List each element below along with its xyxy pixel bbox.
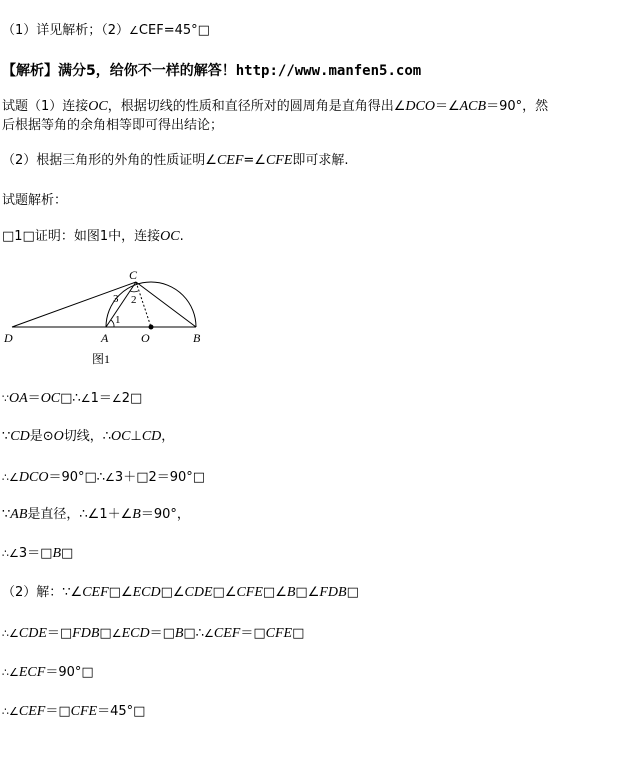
- step-1: [2, 390, 142, 408]
- text: □∠: [160, 585, 185, 600]
- angle-fdb: FDB: [319, 585, 347, 600]
- angle-label-2: 2: [131, 294, 137, 306]
- angle-ecf: ECF: [18, 665, 46, 680]
- step-5: [2, 545, 73, 563]
- segment-oc: OC: [88, 99, 108, 114]
- text: （2）根据三角形的外角的性质证明∠: [2, 153, 217, 168]
- label-b: B: [193, 331, 201, 345]
- analysis-tag: 【解析】: [2, 63, 58, 79]
- center-point-o: [149, 325, 154, 330]
- angle-b: B: [286, 585, 296, 600]
- text: □∴: [183, 626, 204, 641]
- segment-oc: OC: [111, 429, 131, 444]
- angle-cfe: CFE: [70, 704, 98, 719]
- segment-oc: OC: [40, 391, 61, 406]
- therefore-symbol: ∴: [2, 547, 9, 560]
- segment-ab: AB: [10, 507, 28, 522]
- angle-b: B: [132, 507, 141, 522]
- text: □: [61, 546, 74, 561]
- text: ＝□: [46, 626, 73, 641]
- text: □∠: [262, 585, 287, 600]
- label-a: A: [101, 331, 109, 345]
- step-2: [2, 428, 174, 446]
- text: ∵: [2, 429, 11, 444]
- text: 3＋□2＝90°□: [114, 470, 206, 485]
- segment-cd: CD: [141, 429, 162, 444]
- text: 是⊙: [29, 429, 54, 444]
- text: ＝□: [45, 704, 71, 719]
- text: 试题（1）连接: [2, 99, 89, 114]
- label-o: O: [141, 331, 150, 345]
- analysis-line-1: [2, 98, 548, 116]
- step-7: [2, 625, 304, 643]
- chord-cb: [136, 282, 196, 327]
- angle-cef: CEF: [18, 704, 46, 719]
- point-o: O: [53, 429, 64, 444]
- text: ，: [161, 429, 175, 444]
- text: □∠: [212, 585, 237, 600]
- angle-cef: CEF: [216, 153, 244, 168]
- segment-oc: OC: [160, 229, 180, 244]
- angle-b: B: [52, 546, 61, 561]
- analysis-line-2: [2, 117, 223, 135]
- angle-symbol: ∠: [9, 471, 19, 484]
- solution-title: 试题解析：: [2, 193, 68, 208]
- text: ＝90°□: [45, 665, 94, 680]
- therefore-symbol: ∴: [2, 705, 9, 718]
- step-8: [2, 664, 94, 682]
- step-4: [2, 506, 190, 524]
- text: 是直径，∴∠1＋∠: [27, 507, 133, 522]
- text: .: [179, 229, 184, 244]
- angle-cef: CEF: [82, 585, 109, 600]
- text: 后根据等角的余角相等即可得出结论；: [2, 118, 224, 133]
- therefore-symbol: ∴: [2, 471, 9, 484]
- text: 2□: [121, 391, 143, 406]
- text: ＝45°□: [97, 704, 146, 719]
- angle-symbol: ∠: [111, 392, 122, 405]
- angle-ecd: ECD: [121, 626, 150, 641]
- angle-symbol: ∠: [9, 666, 19, 679]
- answer-value: CEF=45°: [138, 23, 198, 38]
- angle-label-3: 3: [113, 293, 119, 305]
- angle-fdb: FDB: [72, 626, 100, 641]
- text: （2）解：∵∠: [2, 585, 83, 600]
- text: ⊥: [130, 429, 142, 444]
- segment-oa: OA: [9, 391, 28, 406]
- angle-cef: CEF: [213, 626, 241, 641]
- text: 即可求解.: [292, 153, 349, 168]
- angle-b: B: [174, 626, 184, 641]
- figure-caption: 图1: [92, 352, 111, 366]
- text: ＝90°□∴: [48, 470, 106, 485]
- radius-oc-dashed: [136, 282, 151, 327]
- analysis-header: [2, 62, 421, 80]
- angle-symbol: ∠: [80, 392, 91, 405]
- angle-symbol: ∠: [105, 471, 115, 484]
- label-d: D: [4, 331, 13, 345]
- angle-symbol: ∠: [203, 627, 214, 640]
- step-9: [2, 703, 145, 721]
- angle-symbol: ∠: [129, 24, 139, 37]
- angle-dco: DCO: [405, 99, 435, 114]
- text: ＝90°，然: [486, 99, 549, 114]
- angle-cde: CDE: [18, 626, 47, 641]
- text: □1□证明：如图1中，连接: [2, 229, 161, 244]
- text: ＝: [27, 391, 41, 406]
- segment-cd: CD: [10, 429, 30, 444]
- text: ＝□: [149, 626, 175, 641]
- answer-line: [2, 22, 210, 40]
- figure-1: [0, 265, 230, 375]
- angle-symbol: ∠: [111, 627, 122, 640]
- text: □∴: [60, 391, 81, 406]
- because-symbol: ∵: [2, 392, 9, 405]
- angle-arc-2: [130, 291, 138, 292]
- angle-symbol: ∠: [9, 627, 19, 640]
- text: □∠: [295, 585, 320, 600]
- text: □: [346, 585, 359, 600]
- text: 切线，∴: [63, 429, 112, 444]
- angle-arc-1: [111, 320, 114, 327]
- angle-label-1: 1: [115, 314, 121, 326]
- text: □: [99, 626, 112, 641]
- text: ∵: [2, 507, 11, 522]
- slogan: 满分5，给你不一样的解答！: [58, 63, 236, 79]
- text: ＝∠: [434, 99, 460, 114]
- angle-acb: ACB: [459, 99, 487, 114]
- angle-cde: CDE: [184, 585, 213, 600]
- label-c: C: [129, 268, 138, 282]
- text: =∠: [243, 153, 266, 168]
- angle-cfe: CFE: [265, 626, 293, 641]
- therefore-symbol: ∴: [2, 666, 9, 679]
- text: □∠: [108, 585, 133, 600]
- angle-symbol: ∠: [9, 705, 19, 718]
- text: 1＝: [90, 391, 112, 406]
- answer-prefix: （1）详见解析；（2）: [2, 23, 130, 38]
- angle-cfe: CFE: [236, 585, 263, 600]
- text: ＝□: [240, 626, 266, 641]
- text: ，根据切线的性质和直径所对的圆周角是直角得出∠: [107, 99, 406, 114]
- therefore-symbol: ∴: [2, 627, 9, 640]
- text: ＝90°，: [140, 507, 190, 522]
- step-6: [2, 584, 359, 602]
- proof-intro: [2, 228, 184, 246]
- angle-cfe: CFE: [265, 153, 293, 168]
- text: 3＝□: [18, 546, 53, 561]
- step-3: [2, 469, 205, 487]
- site-url: http://www.manfen5.com: [235, 63, 422, 79]
- placeholder-glyph: □: [197, 23, 210, 38]
- analysis-line-3: [2, 152, 349, 170]
- angle-ecd: ECD: [132, 585, 161, 600]
- angle-symbol: ∠: [9, 547, 19, 560]
- text: □: [292, 626, 305, 641]
- angle-dco: DCO: [18, 470, 49, 485]
